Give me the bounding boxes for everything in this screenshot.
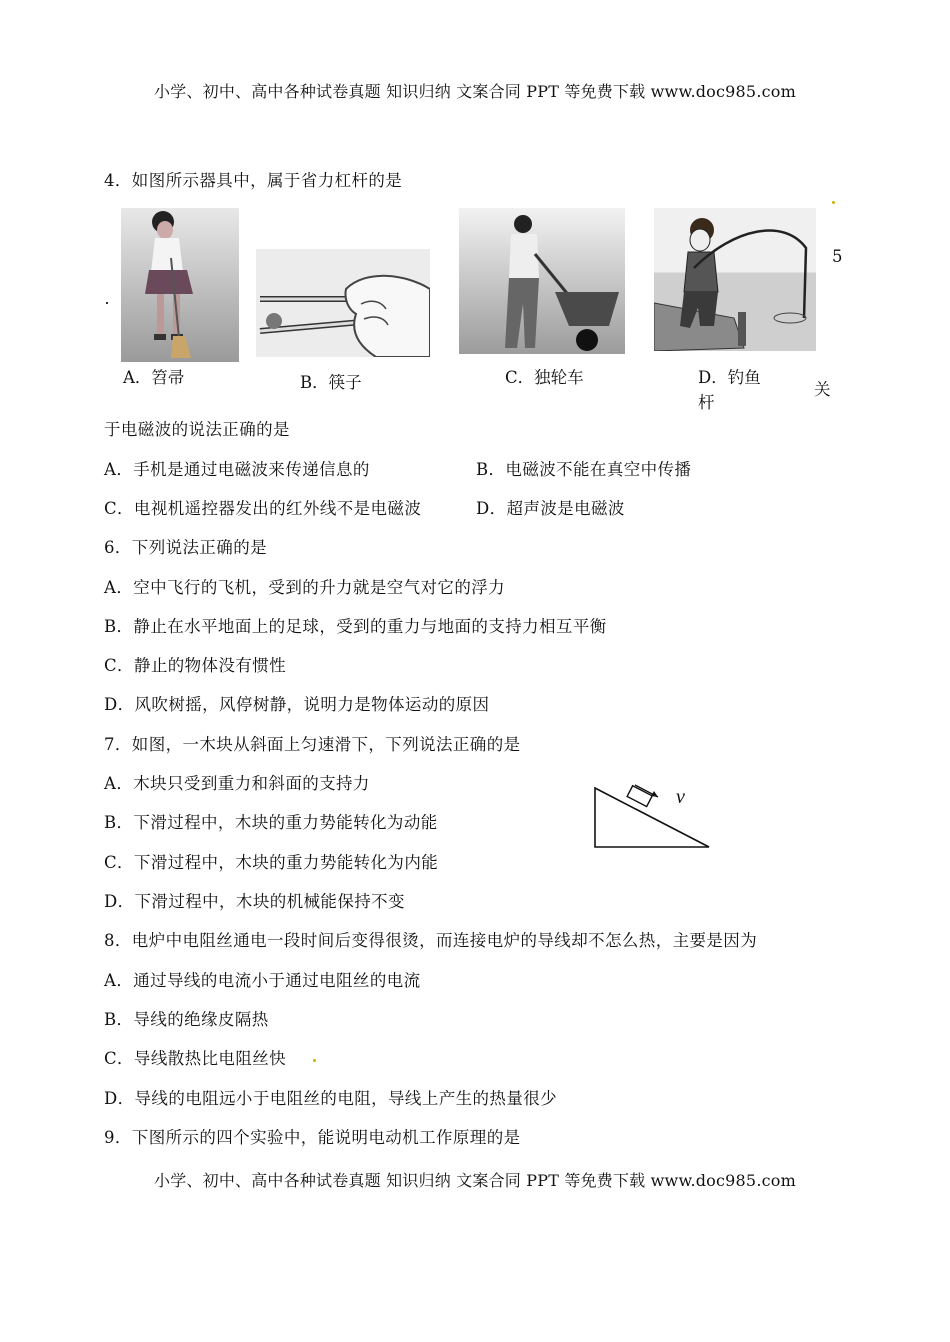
q8-stem: 8．电炉中电阻丝通电一段时间后变得很烫，而连接电炉的导线却不怎么热，主要是因为 xyxy=(104,931,758,950)
q5-option-b: B．电磁波不能在真空中传播 xyxy=(476,460,692,479)
q5-option-c: C．电视机遥控器发出的红外线不是电磁波 xyxy=(104,499,422,518)
option-d-label-2: 杆 xyxy=(698,393,715,412)
q7-option-c: C．下滑过程中，木块的重力势能转化为内能 xyxy=(104,853,439,872)
speck-mark xyxy=(832,201,835,204)
q8-option-c: C．导线散热比电阻丝快 xyxy=(104,1049,287,1068)
option-d-label-1: D．钓鱼 xyxy=(698,368,761,387)
q5-number: 5 xyxy=(832,247,843,266)
velocity-label: v xyxy=(676,786,685,808)
figure-chopsticks xyxy=(256,249,430,357)
speck-mark-2 xyxy=(313,1059,316,1062)
option-a-label: A．笤帚 xyxy=(123,368,185,387)
q7-option-b: B．下滑过程中，木块的重力势能转化为动能 xyxy=(104,813,438,832)
option-c-label: C．独轮车 xyxy=(505,368,584,387)
figure-fishing-rod xyxy=(654,208,816,351)
q6-option-c: C．静止的物体没有惯性 xyxy=(104,656,287,675)
q6-stem: 6．下列说法正确的是 xyxy=(104,538,267,557)
q6-option-b: B．静止在水平地面上的足球，受到的重力与地面的支持力相互平衡 xyxy=(104,617,607,636)
q8-option-d: D．导线的电阻远小于电阻丝的电阻，导线上产生的热量很少 xyxy=(104,1089,558,1108)
incline-diagram xyxy=(590,778,720,854)
q6-option-a: A．空中飞行的飞机，受到的升力就是空气对它的浮力 xyxy=(104,578,506,597)
q7-option-a: A．木块只受到重力和斜面的支持力 xyxy=(104,774,370,793)
q8-option-a: A．通过导线的电流小于通过电阻丝的电流 xyxy=(104,971,421,990)
q5-option-d: D．超声波是电磁波 xyxy=(476,499,625,518)
page-footer: 小学、初中、高中各种试卷真题 知识归纳 文案合同 PPT 等免费下载 www.doc985.com xyxy=(154,1171,796,1190)
figure-broom xyxy=(121,208,239,362)
option-b-label: B．筷子 xyxy=(300,373,362,392)
figure-wheelbarrow xyxy=(459,208,625,354)
q5-stem-end: 关 xyxy=(814,380,831,399)
page-header: 小学、初中、高中各种试卷真题 知识归纳 文案合同 PPT 等免费下载 www.doc985.com xyxy=(154,82,796,101)
q5-option-a: A．手机是通过电磁波来传递信息的 xyxy=(104,460,370,479)
q7-option-d: D．下滑过程中，木块的机械能保持不变 xyxy=(104,892,405,911)
q9-stem: 9．下图所示的四个实验中，能说明电动机工作原理的是 xyxy=(104,1128,521,1147)
q4-stem: 4．如图所示器具中，属于省力杠杆的是 xyxy=(104,171,403,190)
q7-stem: 7．如图，一木块从斜面上匀速滑下，下列说法正确的是 xyxy=(104,735,521,754)
q5-stem-cont: 于电磁波的说法正确的是 xyxy=(104,420,290,439)
dot-mark xyxy=(106,302,108,304)
q8-option-b: B．导线的绝缘皮隔热 xyxy=(104,1010,269,1029)
q6-option-d: D．风吹树摇，风停树静，说明力是物体运动的原因 xyxy=(104,695,490,714)
